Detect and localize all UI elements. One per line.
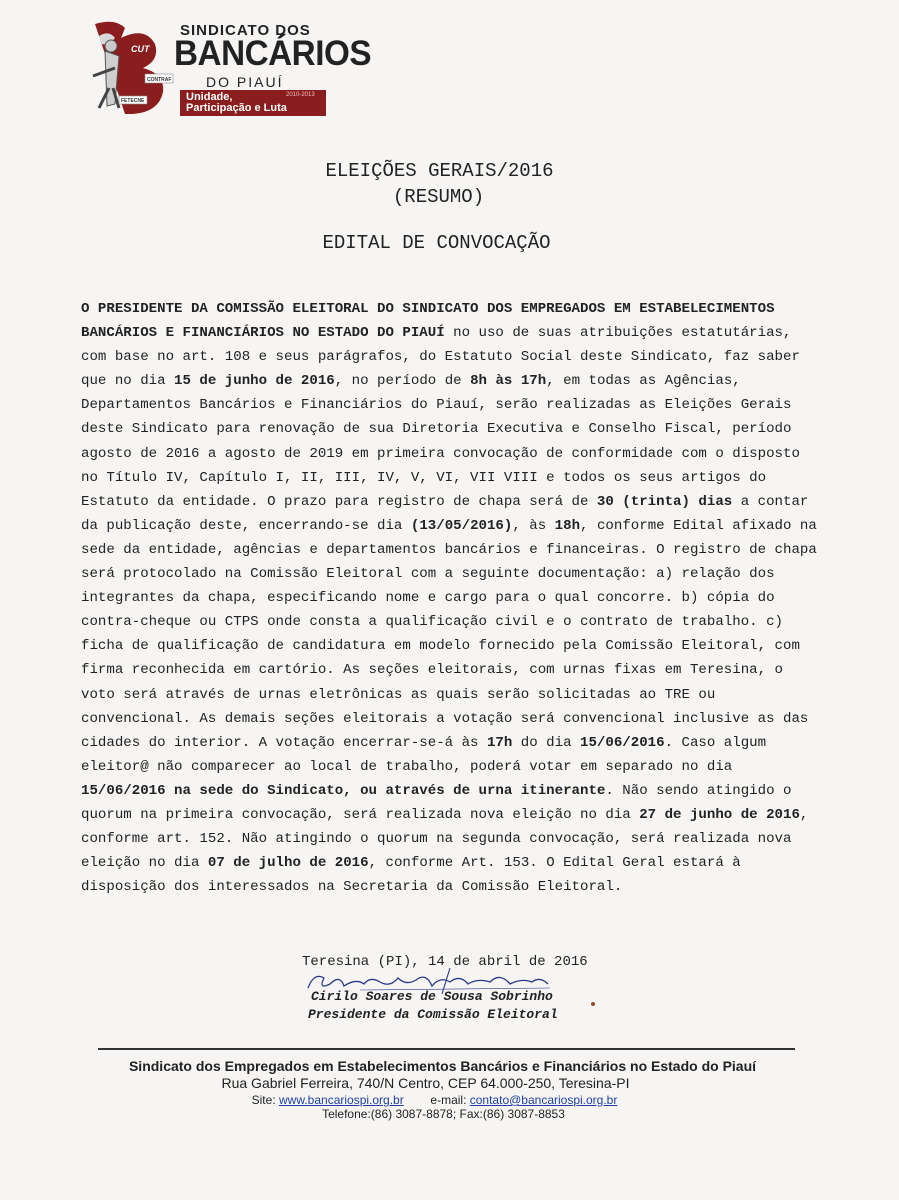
body-line xyxy=(81,490,809,514)
body-line xyxy=(81,442,800,466)
body-text: eleição no dia xyxy=(81,855,208,872)
body-line xyxy=(81,417,794,441)
body-line xyxy=(81,731,794,755)
body-line xyxy=(81,779,794,803)
body-text: 15 de junho de 2016 xyxy=(174,373,335,390)
body-line xyxy=(81,707,809,731)
site-link[interactable]: www.bancariospi.org.br xyxy=(279,1093,404,1107)
body-text: convencional. As demais seções eleitorais a votação será convencional inclusive as das xyxy=(81,710,809,727)
body-text: cidades do interior. A votação encerrar-se-á às xyxy=(81,734,487,751)
body-text: , no período de xyxy=(334,373,471,390)
body-line xyxy=(81,562,794,586)
body-text: , conforme Edital afixado na xyxy=(580,517,817,534)
email-label: e-mail: xyxy=(430,1093,470,1107)
ink-dot xyxy=(591,1002,595,1006)
place-date: Teresina (PI), 14 de abril de 2016 xyxy=(302,954,588,970)
body-text: , em todas as Agências, xyxy=(546,373,741,390)
body-text: integrantes da chapa, especificando nome e cargo para o qual concorre. b) cópia do xyxy=(81,590,775,607)
body-line xyxy=(81,297,794,321)
body-text: BANCÁRIOS E FINANCIÁRIOS NO ESTADO DO PIAUÍ xyxy=(81,325,445,342)
body-text: da publicação deste, encerrando-se dia xyxy=(81,517,411,534)
logo-years: 2010-2013 xyxy=(286,92,315,98)
body-text: ficha de qualificação de candidatura em modelo fornecido pela Comissão Eleitoral, com xyxy=(81,638,800,655)
body-text: , conforme Art. 153. O Edital Geral estará à xyxy=(368,855,741,872)
body-line xyxy=(81,610,794,634)
body-line xyxy=(81,393,794,417)
footer-phones: Telefone:(86) 3087-8878; Fax:(86) 3087-8853 xyxy=(322,1107,565,1121)
body-text: 07 de julho de 2016 xyxy=(207,855,369,872)
body-line xyxy=(81,538,817,562)
body-line xyxy=(81,827,794,851)
edital-heading: EDITAL DE CONVOCAÇÃO xyxy=(322,232,551,254)
body-line xyxy=(81,345,800,369)
body-text: quorum na primeira convocação, será realizada nova eleição no dia xyxy=(81,806,640,823)
cut-badge: CUT xyxy=(131,44,150,54)
body-line xyxy=(81,755,794,779)
document-title: ELEIÇÕES GERAIS/2016 xyxy=(325,160,554,182)
footer-contacts xyxy=(0,1093,884,1107)
body-text: , às xyxy=(512,517,555,534)
body-text: 15/06/2016 xyxy=(580,734,665,751)
body-text: 17h xyxy=(486,734,513,751)
edital-body xyxy=(81,297,817,899)
body-text: . Caso algum xyxy=(664,734,767,751)
logo-line3: DO PIAUÍ xyxy=(206,74,284,90)
email-link[interactable]: contato@bancariospi.org.br xyxy=(469,1093,618,1107)
logo-slogan-line2: Participação e Luta xyxy=(186,102,287,114)
body-line xyxy=(81,803,809,827)
body-text: com base no art. 108 e seus parágrafos, do Estatuto Social deste Sindicato, faz saber xyxy=(81,349,800,366)
body-line xyxy=(81,658,794,682)
body-line xyxy=(81,586,794,610)
body-text: (13/05/2016) xyxy=(410,517,513,534)
logo-slogan-line1: Unidade, xyxy=(186,91,233,103)
body-text: disposição dos interessados na Secretaria da Comissão Eleitoral. xyxy=(81,879,623,896)
body-line xyxy=(81,369,794,393)
body-line xyxy=(81,321,794,345)
contraf-badge: CONTRAF xyxy=(147,77,172,83)
signer-name: Cirilo Soares de Sousa Sobrinho xyxy=(311,989,553,1004)
body-text: 8h às 17h xyxy=(470,373,547,390)
body-text: contra-cheque ou CTPS onde consta a qualificação civil e o contrato de trabalho. c) xyxy=(81,614,783,631)
body-text: será protocolado na Comissão Eleitoral com a seguinte documentação: a) relação dos xyxy=(81,566,775,583)
body-text: , xyxy=(799,806,809,823)
footer-address: Rua Gabriel Ferreira, 740/N Centro, CEP 64.000-250, Teresina-PI xyxy=(221,1075,630,1091)
body-text: 15/06/2016 na sede do Sindicato, ou através de urna itinerante xyxy=(81,782,606,799)
body-text: sede da entidade, agências e departamentos bancários e financeiras. O registro de chapa xyxy=(81,541,817,558)
body-line xyxy=(81,634,800,658)
body-text: Estatuto da entidade. O prazo para registro de chapa será de xyxy=(81,493,597,510)
footer-org: Sindicato dos Empregados em Estabelecimentos Bancários e Financiários no Estado do Piauí xyxy=(128,1058,757,1074)
body-text: Departamentos Bancários e Financiários do Piauí, serão realizadas as Eleições Gerais xyxy=(81,397,792,414)
body-text: conforme art. 152. Não atingindo o quorum na segunda convocação, será realizada nova xyxy=(81,831,792,848)
body-text: que no dia xyxy=(81,373,175,390)
body-line xyxy=(81,851,794,875)
body-text: deste Sindicato para renovação de sua Diretoria Executiva e Conselho Fiscal, período xyxy=(81,421,792,438)
body-text: 30 (trinta) dias xyxy=(596,493,733,510)
body-text: do dia xyxy=(512,734,581,751)
fetecne-badge: FETECNE xyxy=(121,98,145,104)
site-label: Site: xyxy=(251,1093,279,1107)
body-text: 18h xyxy=(554,517,581,534)
body-text: no uso de suas atribuições estatutárias, xyxy=(444,325,792,342)
body-text: eleitor@ não comparecer ao local de trabalho, poderá votar em separado no dia xyxy=(81,758,733,775)
body-line xyxy=(81,466,794,490)
body-text: agosto de 2016 a agosto de 2019 em primeira convocação de conformidade com o disposto xyxy=(81,445,800,462)
document-subtitle: (RESUMO) xyxy=(392,186,485,208)
body-text: O PRESIDENTE DA COMISSÃO ELEITORAL DO SINDICATO DOS EMPREGADOS EM ESTABELECIMENTOS xyxy=(81,301,775,317)
logo-line1: SINDICATO DOS xyxy=(180,22,311,39)
body-line xyxy=(81,514,817,538)
body-line xyxy=(81,683,794,707)
body-text: a contar xyxy=(732,493,809,510)
body-text: no Título IV, Capítulo I, II, III, IV, V, VI, VII VIII e todos os seus artigos do xyxy=(81,469,767,486)
logo-line2: BANCÁRIOS xyxy=(174,34,372,73)
body-text: . Não sendo atingido o xyxy=(605,782,792,799)
body-text: firma reconhecida em cartório. As seções eleitorais, com urnas fixas em Teresina, o xyxy=(81,662,783,679)
signer-role: Presidente da Comissão Eleitoral xyxy=(308,1007,558,1022)
body-line xyxy=(81,875,794,899)
body-text: 27 de junho de 2016 xyxy=(639,806,800,823)
body-text: voto será através de urnas eletrônicas as quais serão solicitadas ao TRE ou xyxy=(81,686,716,703)
footer-divider xyxy=(98,1048,795,1050)
